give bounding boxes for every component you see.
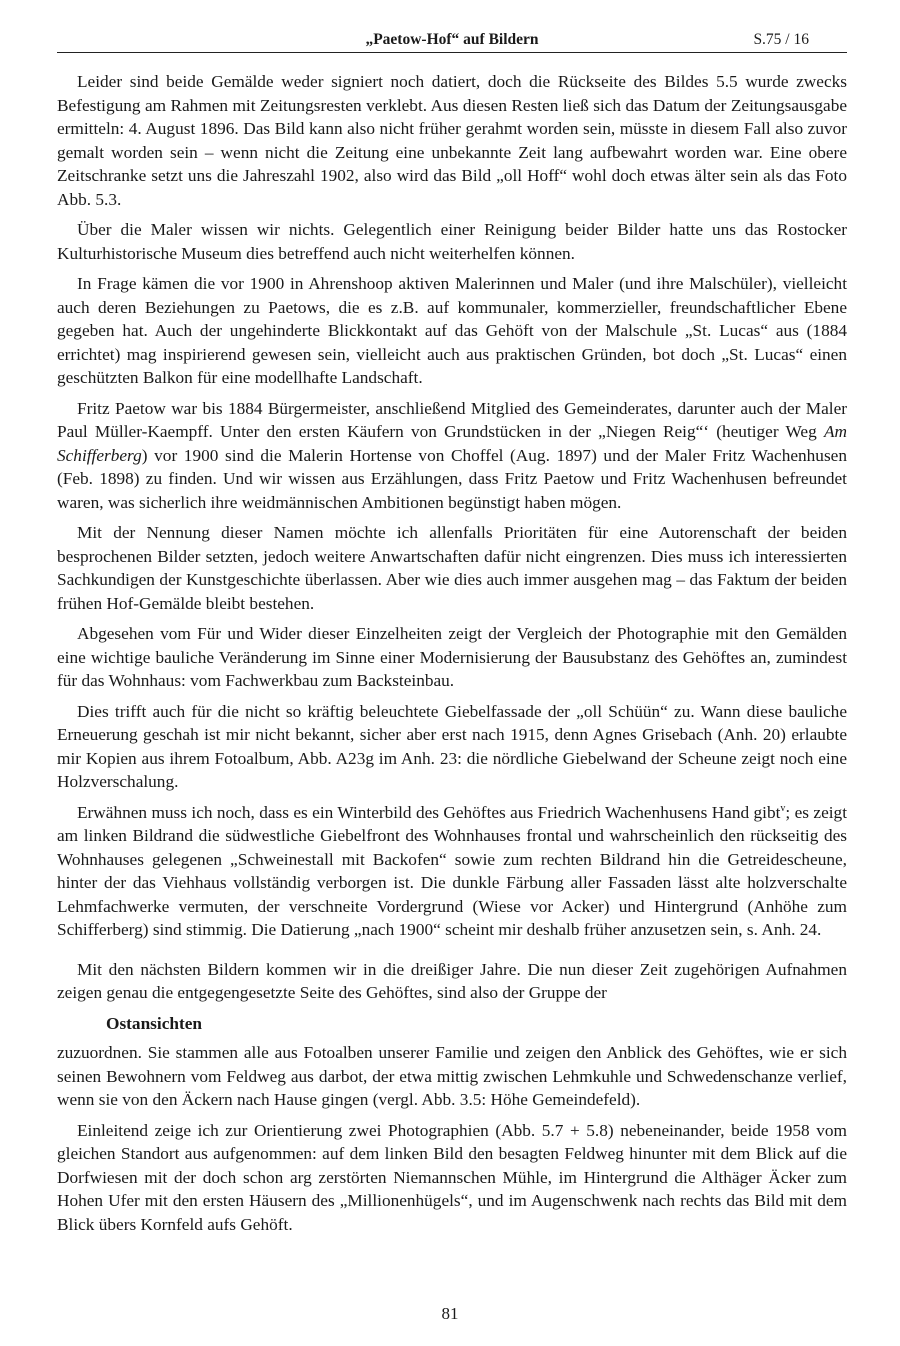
page-number: 81 — [441, 1304, 459, 1323]
paragraph-4-street-name: Am Schifferberg — [57, 422, 847, 465]
paragraph-8 — [57, 801, 847, 942]
body-text — [57, 70, 847, 1243]
running-header — [57, 28, 847, 53]
paragraph-6: Abgesehen vom Für und Wider dieser Einzelheiten zeigt der Vergleich der Photographie mit den Gemälden eine wichtige bauliche Veränderung im Sinne einer Modernisierung der Bausubstanz des Gehöftes an, zumindest für das Wohnhaus: vom Fachwerkbau zum Backsteinbau. — [57, 624, 847, 690]
paragraph-10: zuzuordnen. Sie stammen alle aus Fotoalben unserer Familie und zeigen den Anblick des Gehöftes, wie er sich seinen Bewohnern vom Feldweg aus darbot, der etwa mittig zwischen Lehmkuhle und Schwedenschanze verlief, wenn sie von den Äckern nach Hause gingen (vergl. Abb. 3.5: Höhe Gemeindefeld). — [57, 1043, 847, 1109]
paragraph-8-part-2: ; es zeigt am linken Bildrand die südwestliche Giebelfront des Wohnhauses frontal und wahrscheinlich den rückseitig des Wohnhauses gelegenen „Schweinestall mit Backofen“ sowie zum rechten Bildrand hin die Getreidescheune, hinter der das Viehhaus vollständig verborgen ist. Die dunkle Färbung aller Fassaden lässt alte holzverschalte Lehmfachwerke vermuten, der verschneite Vordergrund (Wiese vor Acker) und Hintergrund (Anhöhe zum Schifferberg) sind stimmig. Die Datierung „nach 1900“ scheint mir deshalb früher anzusetzen sein, s. Anh. 24. — [57, 802, 848, 939]
running-header-title: „Paetow-Hof“ auf Bildern — [365, 31, 539, 48]
section-heading: Ostansichten — [106, 1013, 203, 1033]
paragraph-4 — [57, 397, 847, 515]
paragraph-9: Mit den nächsten Bildern kommen wir in die dreißiger Jahre. Die nun dieser Zeit zugehörigen Aufnahmen zeigen genau die entgegengesetzte Seite des Gehöftes, sind also der Gruppe der — [57, 959, 847, 1002]
paragraph-2: Über die Maler wissen wir nichts. Gelegentlich einer Reinigung beider Bilder hatte uns das Rostocker Kulturhistorische Museum dies betreffend auch nicht weiterhelfen können. — [57, 220, 847, 263]
paragraph-4-part-1: Fritz Paetow war bis 1884 Bürgermeister, anschließend Mitglied des Gemeinderates, darunter auch der Maler Paul Müller-Kaempff. Unter den ersten Käufern von Grundstücken in der „Niegen Reig“‘ (heutiger Weg — [57, 398, 847, 441]
footnote-marker: v — [780, 802, 786, 814]
running-header-page-ref: S.75 / 16 — [753, 31, 809, 48]
paragraph-11: Einleitend zeige ich zur Orientierung zwei Photographien (Abb. 5.7 + 5.8) nebeneinander, beide 1958 vom gleichen Standort aus aufgenommen: auf dem linken Bild den besagten Feldweg hinunter mit dem Blick auf die Dorfwiesen mit der doch schon arg zerstörten Niemannschen Mühle, im Hintergrund die Althäger Äcker zum Hohen Ufer mit den ersten Häusern des „Millionenhügels“, und im Augenschwenk nach rechts das Bild mit dem Blick übers Kornfeld aufs Gehöft. — [57, 1120, 847, 1234]
paragraph-1: Leider sind beide Gemälde weder signiert noch datiert, doch die Rückseite des Bildes 5.5 wurde zwecks Befestigung am Rahmen mit Zeitungsresten verklebt. Aus diesen Resten ließ sich das Datum der Zeitungsausgabe ermitteln: 4. August 1896. Das Bild kann also nicht früher gerahmt worden sein, müsste in diesem Fall also zuvor gemalt worden sein – wenn nicht die Zeitung eine unbekannte Zeit lang aufbewahrt worden war. Eine obere Zeitschranke setzt uns die Jahreszahl 1902, also wird das Bild „oll Hoff“ wohl doch etwas älter sein als das Foto Abb. 5.3. — [57, 72, 847, 209]
paragraph-5: Mit der Nennung dieser Namen möchte ich allenfalls Prioritäten für eine Autorenschaft der beiden besprochenen Bilder setzten, jedoch weitere Anwartschaften dafür nicht eingrenzen. Dies muss ich interessierten Sachkundigen der Kunstgeschichte überlassen. Aber wie dies auch immer ausgehen mag – das Faktum der beiden frühen Hof-Gemälde bleibt bestehen. — [57, 523, 847, 613]
paragraph-3: In Frage kämen die vor 1900 in Ahrenshoop aktiven Malerinnen und Maler (und ihre Malschüler), vielleicht auch deren Beziehungen zu Paetows, die es z.B. auf kommunaler, kommerzieller, freundschaftlicher Ebene gegeben hat. Auch der ungehinderte Blickkontakt auf das Gehöft von der Malschule „St. Lucas“ aus (1884 errichtet) mag inspirierend gewesen sein, vielleicht auch aus praktischen Gründen, bot doch „St. Lucas“ einen geschützten Balkon für eine modellhafte Landschaft. — [57, 274, 847, 387]
paragraph-4-part-2: ) vor 1900 sind die Malerin Hortense von Choffel (Aug. 1897) und der Maler Fritz Wachenhusen (Feb. 1898) zu finden. Und wir wissen aus Erzählungen, dass Fritz Paetow und Fritz Wachenhusen befreundet waren, was sicherlich ihre weidmännischen Ambitionen begünstigt haben mögen. — [57, 445, 847, 512]
paragraph-7: Dies trifft auch für die nicht so kräftig beleuchtete Giebelfassade der „oll Schüün“ zu. Wann diese bauliche Erneuerung geschah ist mir nicht bekannt, sicher aber erst nach 1915, denn Agnes Grisebach (Anh. 20) erlaubte mir Kopien aus ihrem Fotoalbum, Abb. A23g im Anh. 23: die nördliche Giebelwand der Scheune zeigt noch eine Holzverschalung. — [57, 701, 847, 791]
paragraph-8-part-1: Erwähnen muss ich noch, dass es ein Winterbild des Gehöftes aus Friedrich Wachenhusens Hand gibt — [77, 802, 781, 822]
